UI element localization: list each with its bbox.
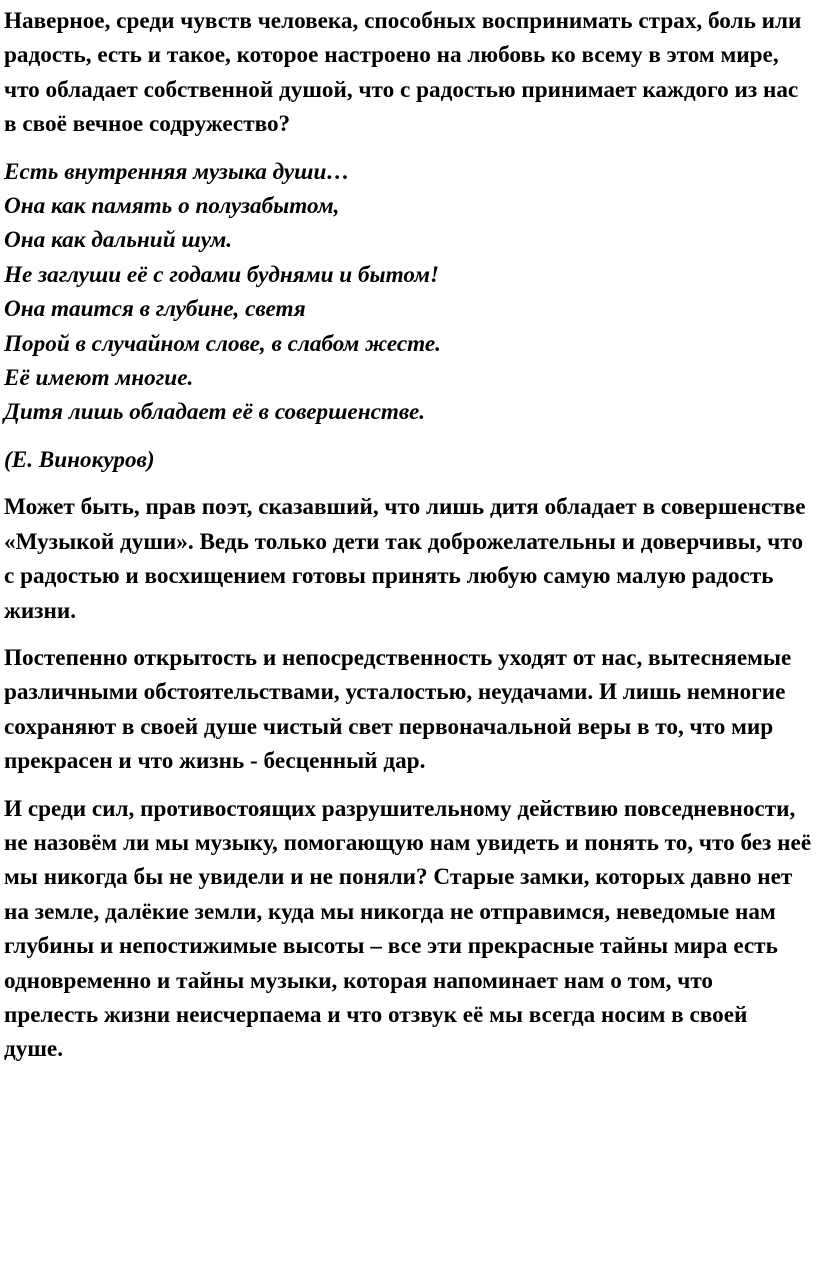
body-paragraph: Постепенно открытость и непосредственность уходят от нас, вытесняемые различными обстоятельствами, усталостью, неудачами. И лишь немногие сохраняют в своей душе чистый свет первоначальной веры в то, что мир прекрасен и что жизнь - бесценный дар. [4,644,792,775]
poem-line: Порой в случайном слове, в слабом жесте. [4,330,441,357]
document-page [4,4,812,1080]
poem-line: Её имеют многие. [4,365,194,392]
intro-paragraph: Наверное, среди чувств человека, способных воспринимать страх, боль или радость, есть и такое, которое настроено на любовь ко всему в этом мире, что обладает собственной душой, что с радостью принимает каждого из нас в своё вечное содружество? [4,8,802,138]
body-paragraph: Может быть, прав поэт, сказавший, что лишь дитя обладает в совершенстве «Музыкой души». Ведь только дети так доброжелательны и доверчивы, что с радостью и восхищением готовы принять любую самую малую радость жизни. [4,494,806,624]
poem [4,155,812,430]
poem-author: (Е. Винокуров) [4,446,155,473]
poem-line: Она таится в глубине, светя [4,296,306,323]
poem-line: Она как память о полузабытом, [4,193,340,220]
poem-line: Она как дальний шум. [4,227,233,254]
poem-line: Дитя лишь обладает её в совершенстве. [4,399,426,426]
poem-line: Не заглуши её с годами буднями и бытом! [4,261,439,288]
poem-line: Есть внутренняя музыка души… [4,158,350,185]
body-paragraph: И среди сил, противостоящих разрушительному действию повседневности, не назовём ли мы музыку, помогающую нам увидеть и понять то, что без неё мы никогда бы не увидели и не поняли? Старые замки, которых давно нет на земле, далёкие земли, куда мы никогда не отправимся, неведомые нам глубины и непостижимые высоты – все эти прекрасные тайны мира есть одновременно и тайны музыки, которая напоминает нам о том, что прелесть жизни неисчерпаема и что отзвук её мы всегда носим в своей душе. [4,795,812,1063]
